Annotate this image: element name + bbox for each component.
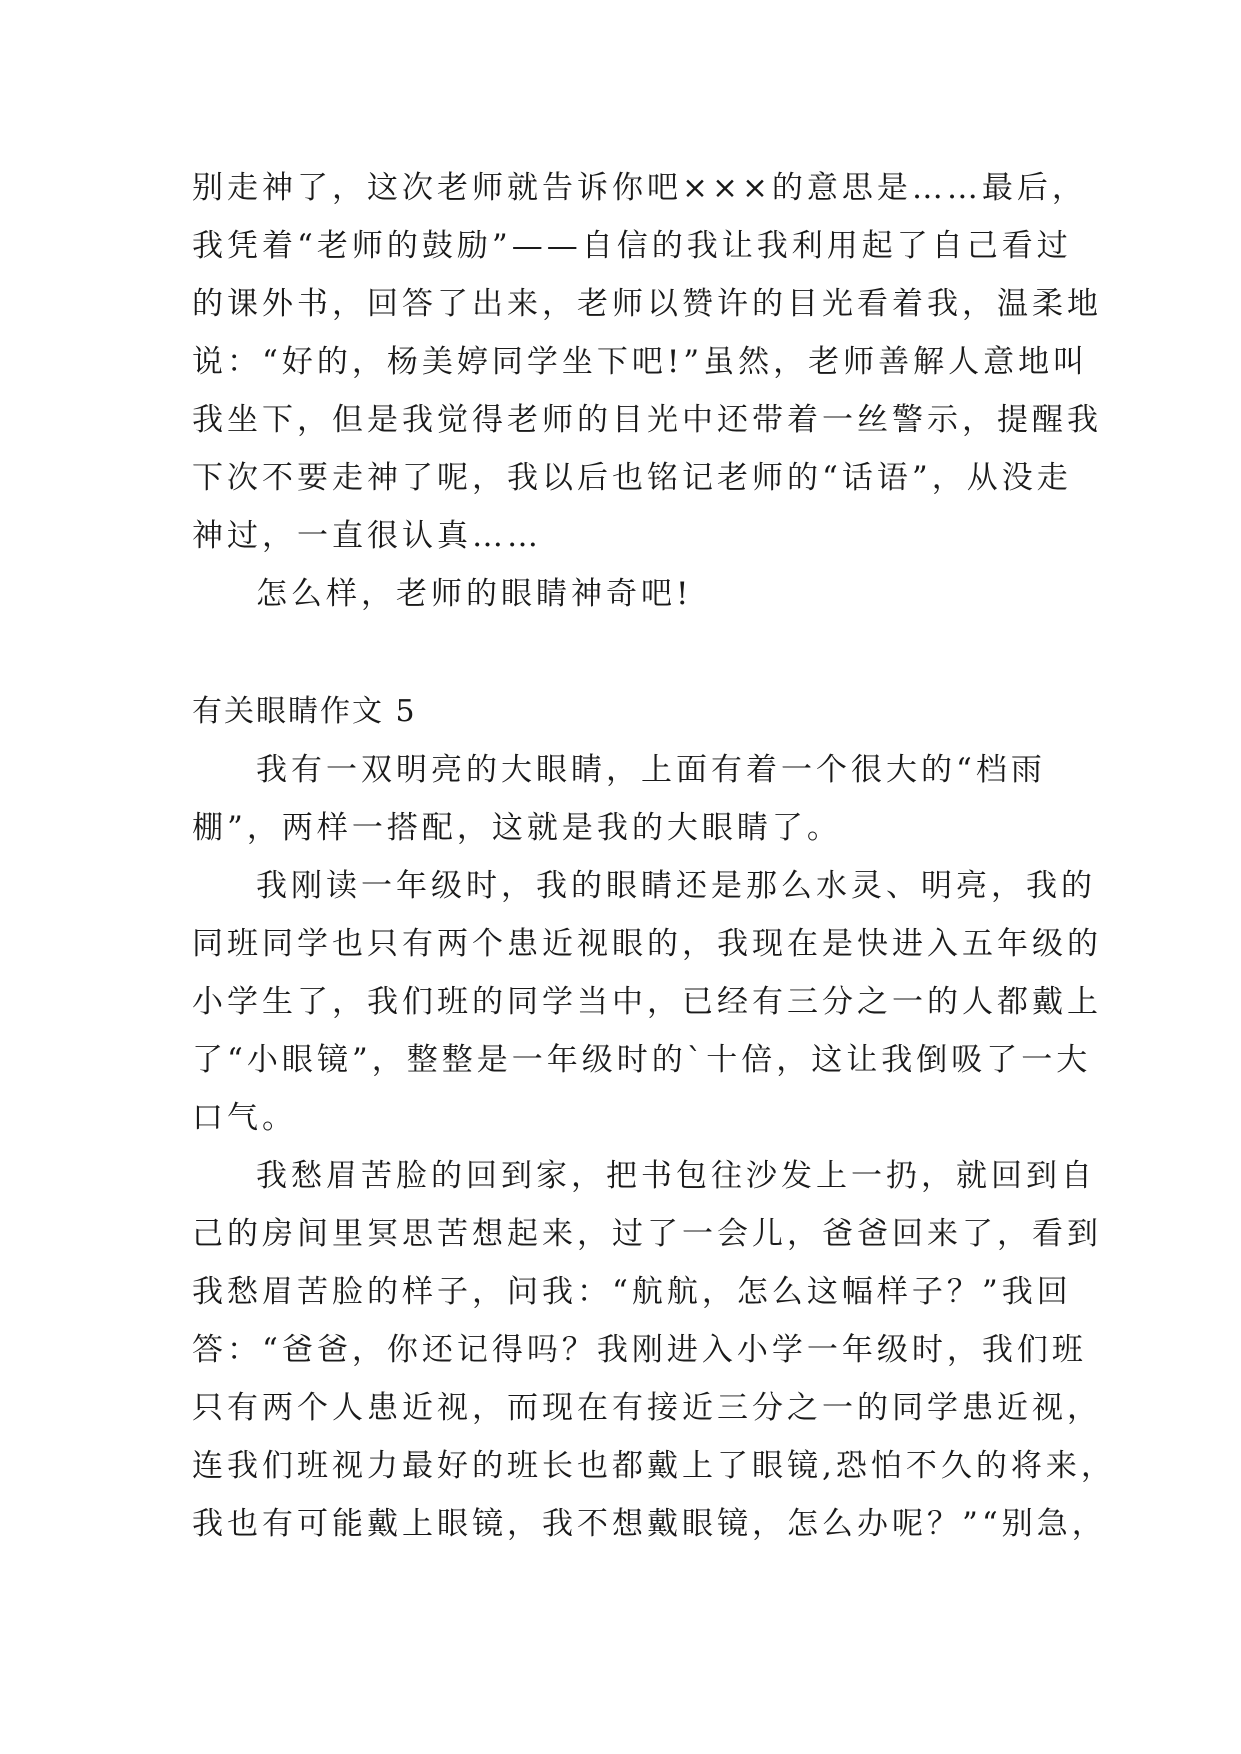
text-line: 答：“爸爸，你还记得吗？我刚进入小学一年级时，我们班 xyxy=(192,1332,1087,1368)
text-line: 下次不要走神了呢，我以后也铭记老师的“话语”，从没走 xyxy=(192,460,1072,496)
text-line: 我刚读一年级时，我的眼睛还是那么水灵、明亮，我的 xyxy=(256,868,1096,904)
text-line: 棚”，两样一搭配，这就是我的大眼睛了。 xyxy=(192,810,842,846)
text-line: 我也有可能戴上眼镜，我不想戴眼镜，怎么办呢？”“别急， xyxy=(192,1506,1107,1542)
text-line: 我有一双明亮的大眼睛，上面有着一个很大的“档雨 xyxy=(256,752,1046,788)
text-line: 己的房间里冥思苦想起来，过了一会儿，爸爸回来了，看到 xyxy=(192,1216,1102,1252)
text-line: 口气。 xyxy=(192,1100,297,1136)
closing-line: 怎么样，老师的眼睛神奇吧! xyxy=(256,576,693,612)
text-line: 同班同学也只有两个患近视眼的，我现在是快进入五年级的 xyxy=(192,926,1102,962)
text-line: 说：“好的，杨美婷同学坐下吧!”虽然，老师善解人意地叫 xyxy=(192,344,1089,380)
text-line: 我坐下，但是我觉得老师的目光中还带着一丝警示，提醒我 xyxy=(192,402,1102,438)
text-line: 只有两个人患近视，而现在有接近三分之一的同学患近视， xyxy=(192,1390,1102,1426)
text-line: 了“小眼镜”，整整是一年级时的`十倍，这让我倒吸了一大 xyxy=(192,1042,1092,1078)
section-heading: 有关眼睛作文 5 xyxy=(192,694,417,729)
text-line: 我凭着“老师的鼓励”——自信的我让我利用起了自己看过 xyxy=(192,228,1072,264)
text-line: 连我们班视力最好的班长也都戴上了眼镜,恐怕不久的将来， xyxy=(192,1448,1116,1484)
text-line: 的课外书，回答了出来，老师以赞许的目光看着我，温柔地 xyxy=(192,286,1102,322)
text-line: 别走神了，这次老师就告诉你吧×××的意思是……最后， xyxy=(192,170,1087,206)
text-line: 小学生了，我们班的同学当中，已经有三分之一的人都戴上 xyxy=(192,984,1102,1020)
text-line: 我愁眉苦脸的回到家，把书包往沙发上一扔，就回到自 xyxy=(256,1158,1096,1194)
text-line: 我愁眉苦脸的样子，问我：“航航，怎么这幅样子？”我回 xyxy=(192,1274,1072,1310)
text-line: 神过，一直很认真…… xyxy=(192,518,542,554)
